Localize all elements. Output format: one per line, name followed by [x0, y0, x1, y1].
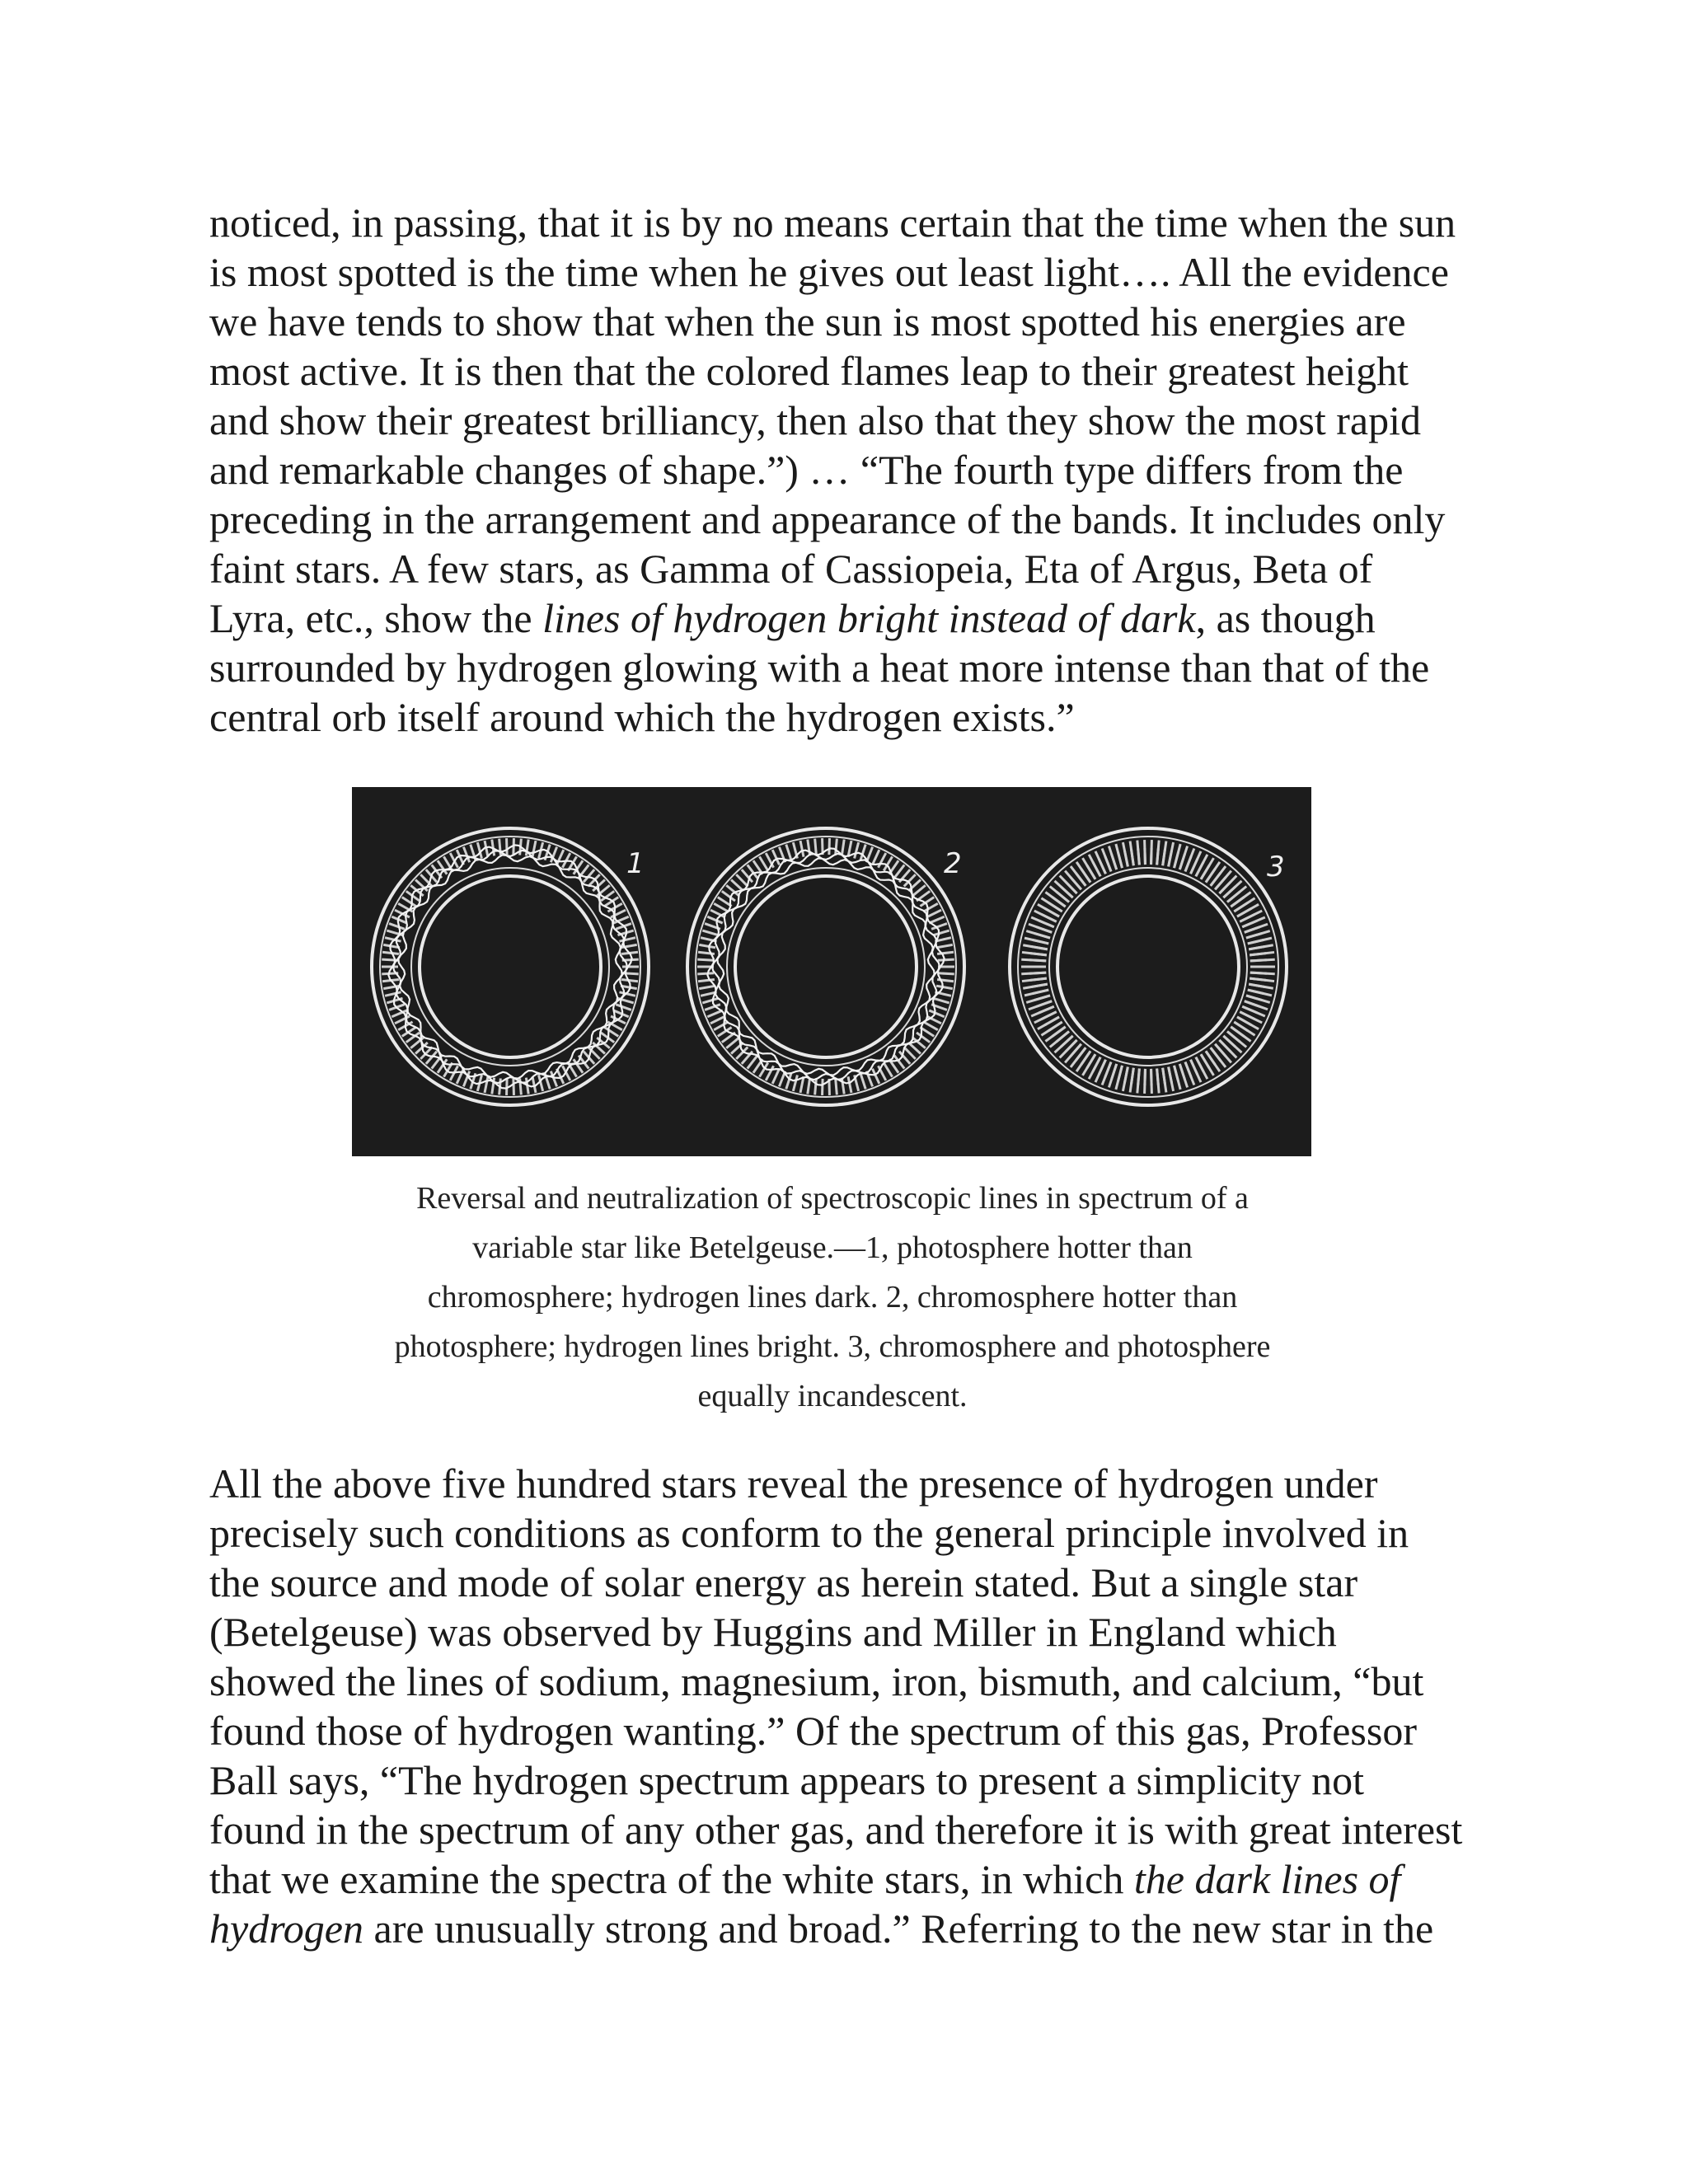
spectral-tick — [507, 838, 508, 855]
text-line: showed the lines of sodium, magnesium, iron, bismuth, and calcium, “but — [209, 1658, 1424, 1704]
caption-line: photosphere; hydrogen lines bright. 3, chromosphere and photosphere — [394, 1329, 1271, 1364]
text-line: noticed, in passing, that it is by no means certain that the time when the sun — [209, 199, 1456, 246]
text-line: central orb itself around which the hydrogen exists.” — [209, 694, 1075, 740]
text-line: and show their greatest brilliancy, then also that they show the most rapid — [209, 397, 1422, 443]
text-line: Ball says, “The hydrogen spectrum appears to present a simplicity not — [209, 1757, 1365, 1803]
caption-line: chromosphere; hydrogen lines dark. 2, chromosphere hotter than — [427, 1280, 1238, 1315]
spectral-tick — [1157, 1069, 1159, 1085]
spectral-tick — [938, 959, 954, 960]
spectroscope-figure — [352, 787, 1311, 1156]
figure-background — [352, 787, 1311, 1156]
ring-illustration — [352, 787, 1311, 1156]
top-paragraph — [209, 198, 1495, 742]
caption-line: variable star like Betelgeuse.—1, photosphere hotter than — [472, 1230, 1193, 1265]
spectral-tick — [1157, 849, 1159, 865]
spectral-tick — [697, 973, 714, 974]
text-line: we have tends to show that when the sun is most spotted his energies are — [209, 298, 1406, 344]
text-run: , as though — [1195, 595, 1376, 641]
caption-line: equally incandescent. — [697, 1379, 968, 1413]
spectral-tick — [1250, 972, 1267, 973]
spectral-tick — [815, 1079, 817, 1095]
text-line: is most spotted is the time when he gives out least light…. All the evidence — [209, 249, 1449, 295]
text-line: precisely such conditions as conform to the general principle involved in — [209, 1510, 1409, 1556]
spectral-tick — [938, 973, 954, 974]
spectral-tick — [1138, 849, 1140, 865]
figure-label-3: 3 — [1267, 851, 1285, 883]
text-line: All the above five hundred stars reveal the presence of hydrogen under — [209, 1460, 1378, 1507]
text-line: surrounded by hydrogen glowing with a heat more intense than that of the — [209, 644, 1430, 691]
spectral-tick — [513, 1079, 514, 1095]
spectral-tick — [697, 959, 714, 960]
spectral-tick — [1151, 848, 1152, 865]
spectral-tick — [1250, 960, 1267, 961]
text-line: (Betelgeuse) was observed by Huggins and Miller in England which — [209, 1609, 1337, 1655]
text-run: Lyra, etc., show the — [209, 595, 543, 641]
spectral-tick — [1151, 1069, 1152, 1085]
spectral-tick — [829, 838, 830, 855]
italic-run: the dark lines of — [1133, 1856, 1401, 1902]
spectral-tick — [1145, 848, 1146, 865]
spectral-tick — [815, 839, 817, 855]
spectral-tick — [836, 1079, 837, 1095]
text-run: that we examine the spectra of the white stars, in which — [209, 1856, 1134, 1902]
bottom-paragraph — [209, 1459, 1495, 1953]
text-line: and remarkable changes of shape.”) … “The fourth type differs from the — [209, 447, 1404, 493]
text-line: faint stars. A few stars, as Gamma of Cassiopeia, Eta of Argus, Beta of — [209, 546, 1373, 592]
spectral-tick — [1029, 960, 1046, 961]
italic-run: hydrogen — [209, 1905, 363, 1952]
spectral-tick — [1029, 972, 1046, 973]
text-line: found in the spectrum of any other gas, and therefore it is with great interest — [209, 1807, 1463, 1853]
text-line — [209, 1904, 1495, 1953]
figure-label-1: 1 — [626, 847, 645, 880]
spectral-tick — [1145, 1069, 1146, 1085]
figure-label-2: 2 — [944, 847, 962, 880]
figure-caption — [313, 1174, 1352, 1421]
spectral-tick — [1138, 1069, 1140, 1085]
italic-run: lines of hydrogen bright instead of dark — [542, 595, 1196, 641]
text-line: preceding in the arrangement and appearance of the bands. It includes only — [209, 496, 1446, 542]
caption-line: Reversal and neutralization of spectroscopic lines in spectrum of a — [416, 1181, 1249, 1216]
text-line — [209, 593, 1495, 643]
text-run: are unusually strong and broad.” Referring to the new star in the — [363, 1905, 1434, 1952]
text-line: found those of hydrogen wanting.” Of the spectrum of this gas, Professor — [209, 1708, 1417, 1754]
text-line — [209, 1854, 1495, 1904]
text-line: most active. It is then that the colored flames leap to their greatest height — [209, 348, 1409, 394]
spectral-tick — [836, 839, 837, 855]
text-line: the source and mode of solar energy as herein stated. But a single star — [209, 1559, 1358, 1605]
